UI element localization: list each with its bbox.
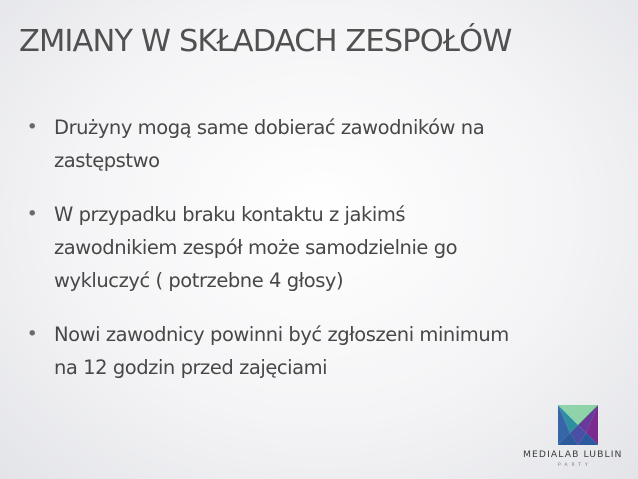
bullet-line: Nowi zawodnicy powinni być zgłoszeni minimum bbox=[54, 323, 509, 346]
bullet-dot: • bbox=[26, 116, 38, 138]
bullet-item bbox=[26, 198, 611, 297]
logo-subtitle: PARTY bbox=[558, 463, 592, 468]
slide-title: ZMIANY W SKŁADACH ZESPOŁÓW bbox=[19, 24, 512, 59]
logo-name: MEDIALAB LUBLIN bbox=[523, 449, 623, 460]
bullet-dot: • bbox=[26, 323, 38, 345]
bullet-dot: • bbox=[26, 203, 38, 225]
bullet-line: zawodnikiem zespół może samodzielnie go bbox=[54, 236, 458, 259]
bullet-line: wykluczyć ( potrzebne 4 głosy) bbox=[54, 269, 344, 292]
medialab-mark-icon bbox=[558, 405, 598, 445]
bullet-item bbox=[26, 111, 611, 177]
bullet-item bbox=[26, 318, 611, 384]
bullet-line: na 12 godzin przed zajęciami bbox=[54, 356, 328, 379]
bullet-line: zastępstwo bbox=[54, 149, 160, 172]
bullet-line: W przypadku braku kontaktu z jakimś bbox=[54, 203, 406, 226]
medialab-logo bbox=[515, 405, 635, 475]
bullet-line: Drużyny mogą same dobierać zawodników na bbox=[54, 116, 485, 139]
bullet-list bbox=[26, 111, 611, 384]
